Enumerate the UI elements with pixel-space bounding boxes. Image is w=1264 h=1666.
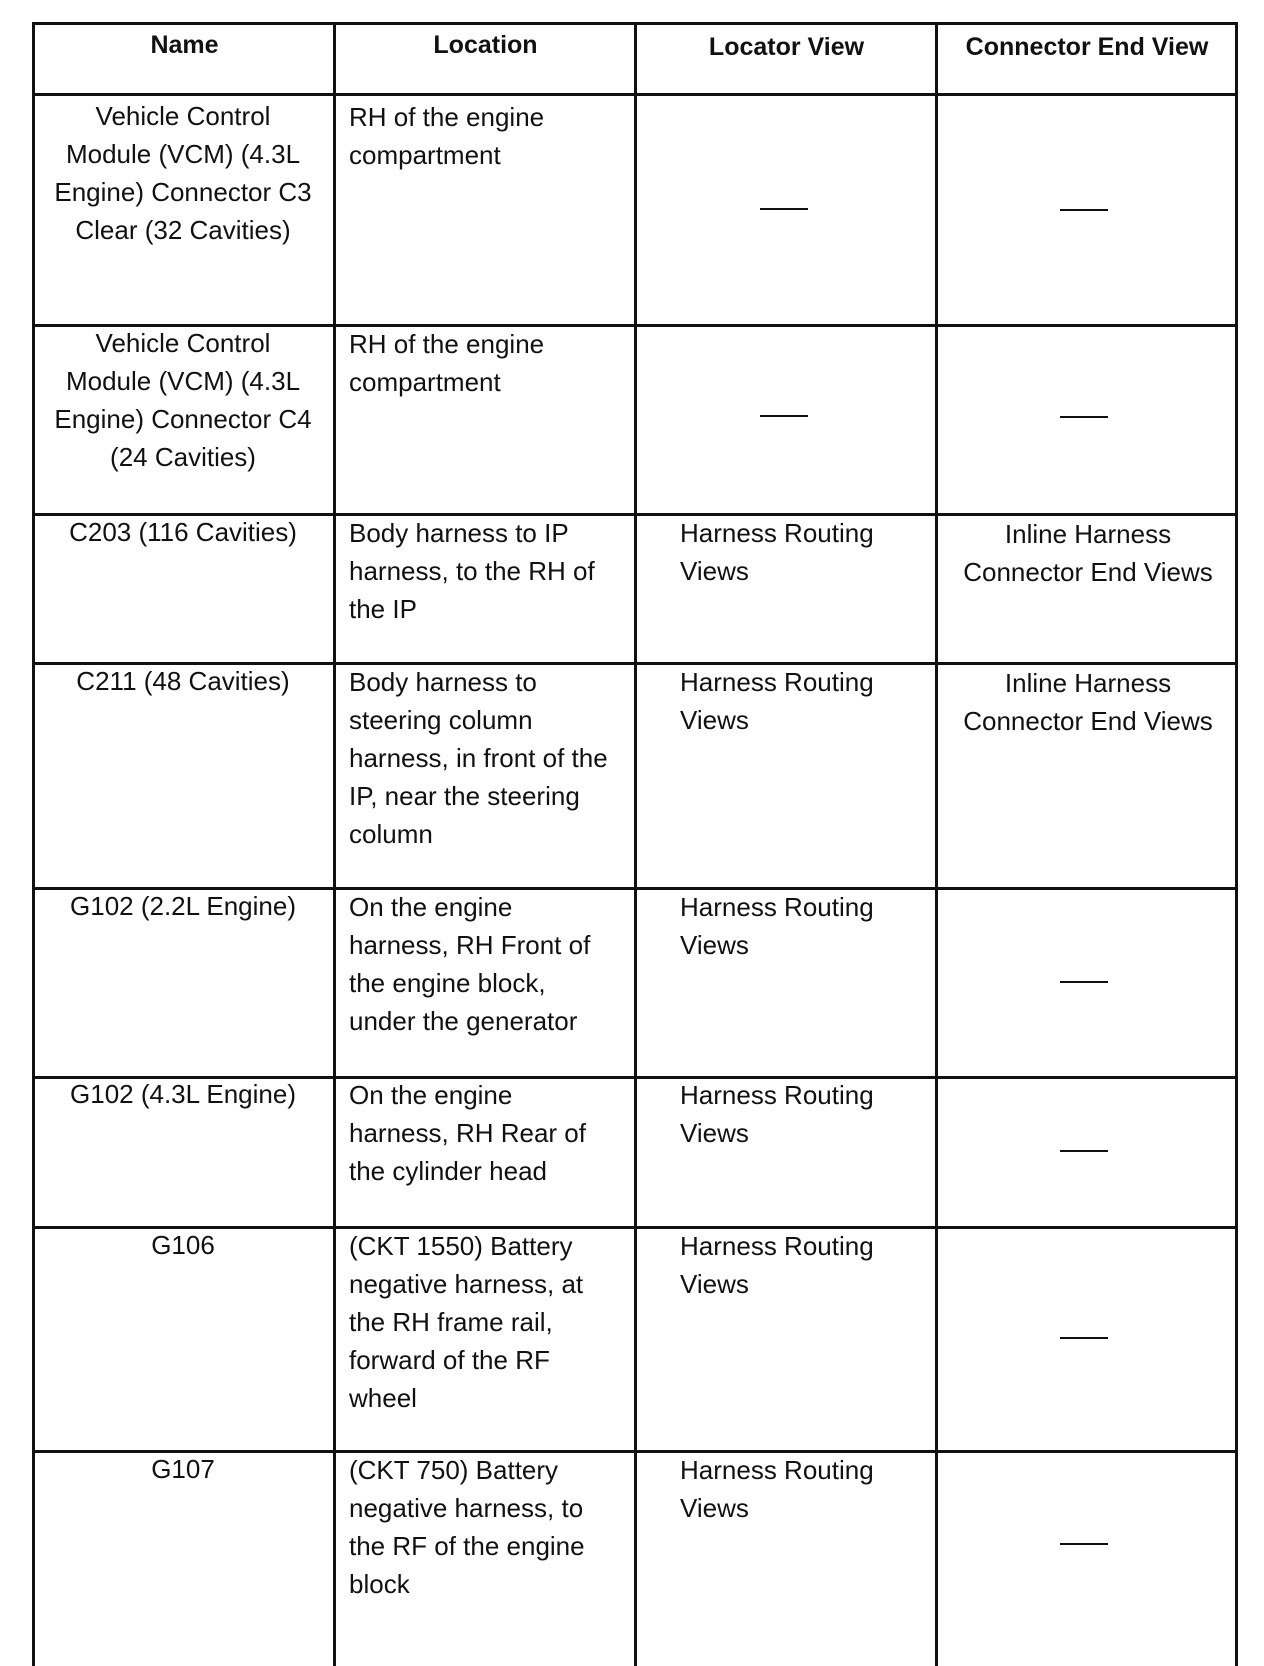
empty-dash xyxy=(760,415,808,417)
table-rule xyxy=(1235,22,1238,1666)
row-name: Vehicle Control Module (VCM) (4.3L Engine) Connector C3 Clear (32 Cavities) xyxy=(54,101,312,245)
row-name: G107 xyxy=(151,1454,215,1484)
empty-dash xyxy=(1060,981,1108,983)
row-locator-view-link[interactable]: Harness Routing Views xyxy=(680,1231,874,1299)
row-connector-end-view-link[interactable]: Inline Harness Connector End Views xyxy=(963,668,1213,736)
row-name: G102 (4.3L Engine) xyxy=(70,1079,296,1109)
empty-dash xyxy=(1060,209,1108,211)
empty-dash xyxy=(1060,1337,1108,1339)
row-locator-view-link[interactable]: Harness Routing Views xyxy=(680,518,874,586)
header-name: Name xyxy=(150,31,219,59)
row-name: C211 (48 Cavities) xyxy=(76,666,290,696)
table-rule xyxy=(333,22,336,1666)
empty-dash xyxy=(760,208,808,210)
table-rule xyxy=(935,22,938,1666)
row-locator-view-link[interactable]: Harness Routing Views xyxy=(680,1455,874,1523)
header-connector-end-view: Connector End View xyxy=(965,33,1209,61)
row-location: (CKT 1550) Battery negative harness, at the RH frame rail, forward of the RF wheel xyxy=(349,1231,584,1413)
row-location: Body harness to steering column harness, in front of the IP, near the steering column xyxy=(349,667,608,849)
row-connector-end-view-link[interactable]: Inline Harness Connector End Views xyxy=(963,519,1213,587)
header-location: Location xyxy=(433,31,538,59)
row-location: Body harness to IP harness, to the RH of the IP xyxy=(349,518,595,624)
empty-dash xyxy=(1060,1543,1108,1545)
row-locator-view-link[interactable]: Harness Routing Views xyxy=(680,1080,874,1148)
row-location: On the engine harness, RH Rear of the cylinder head xyxy=(349,1080,586,1186)
row-location: On the engine harness, RH Front of the engine block, under the generator xyxy=(349,892,591,1036)
row-name: G106 xyxy=(151,1230,215,1260)
row-location: (CKT 750) Battery negative harness, to the RF of the engine block xyxy=(349,1455,585,1599)
empty-dash xyxy=(1060,416,1108,418)
header-locator-view: Locator View xyxy=(708,33,865,61)
row-name: C203 (116 Cavities) xyxy=(69,517,297,547)
row-location: RH of the engine compartment xyxy=(349,329,545,397)
row-location: RH of the engine compartment xyxy=(349,102,545,170)
row-name: G102 (2.2L Engine) xyxy=(70,891,296,921)
row-locator-view-link[interactable]: Harness Routing Views xyxy=(680,667,874,735)
empty-dash xyxy=(1060,1150,1108,1152)
table-rule xyxy=(634,22,637,1666)
table-rule xyxy=(32,22,35,1666)
row-name: Vehicle Control Module (VCM) (4.3L Engine) Connector C4 (24 Cavities) xyxy=(54,328,312,472)
row-locator-view-link[interactable]: Harness Routing Views xyxy=(680,892,874,960)
